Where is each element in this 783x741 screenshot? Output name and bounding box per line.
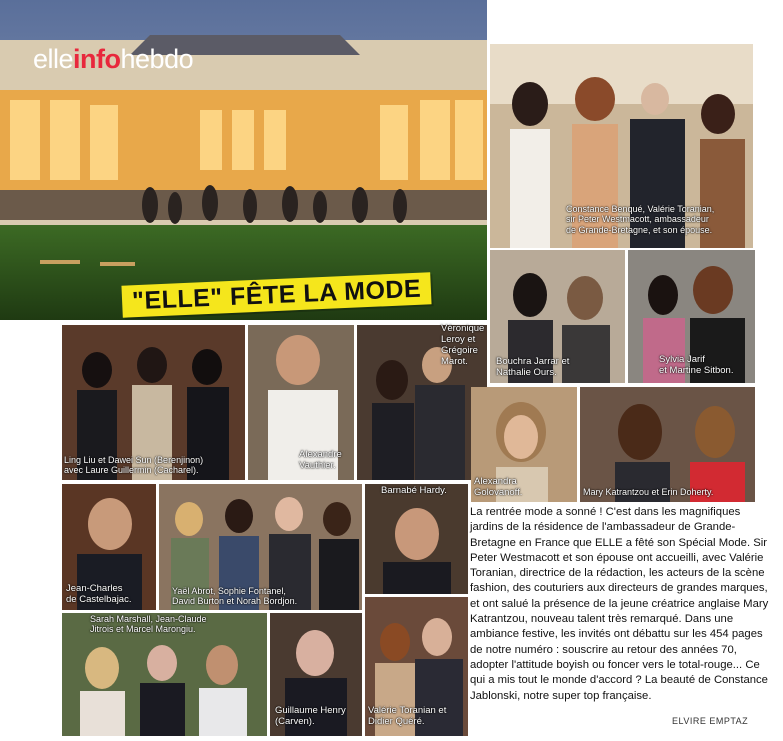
- caption-barnabe: Barnabé Hardy.: [381, 485, 447, 496]
- caption-jean-charles: Jean-Charles de Castelbajac.: [66, 583, 132, 605]
- caption-sarah: Sarah Marshall, Jean-Claude Jitrois et Marcel Marongiu.: [90, 614, 207, 635]
- caption-alexandre: Alexandre Vauthier.: [299, 449, 342, 471]
- masthead-info: info: [73, 44, 121, 74]
- caption-bouchra: Bouchra Jarrar et Nathalie Ours.: [496, 356, 570, 378]
- photo-barnabe-hardy: [365, 484, 468, 594]
- caption-top-right: Constance Benqué, Valérie Toranian, sir Peter Westmacott, ambassadeur de Grande-Bretagne, et son épouse.: [566, 204, 715, 235]
- article-body: La rentrée mode a sonné ! C'est dans les magnifiques jardins de la résidence de l'ambassadeur de Grande-Bretagne en France que ELLE a fêté son Spécial Mode. Sir Peter Westmacott et son épouse ont accueilli, avec Valérie Toranian, directrice de la rédaction, les acteurs de la scène fashion, des couturiers aux directeurs de grandes marques, et ont salué la présence de la jeune créatrice anglaise Mary Katrantzou, nouveau talent très remarqué. Dans une ambiance festive, les invités ont débattu sur les 454 pages de notre numéro : souscrire au retour des années 70, adopter l'attitude boyish ou foncer vers le total-rouge... Ce qui a mis tout le monde d'accord ? La beauté de Constance Jablonski, notre super top française.: [470, 506, 769, 702]
- headline: "ELLE" FÊTE LA MODE: [121, 272, 431, 317]
- caption-guillaume: Guillaume Henry (Carven).: [275, 705, 346, 727]
- photo-mary-erin: [580, 387, 755, 502]
- caption-veronique: Véronique Leroy et Grégoire Marot.: [441, 323, 485, 367]
- byline: ELVIRE EMPTAZ: [672, 716, 749, 726]
- caption-alexandra: Alexandra Golovanoff.: [474, 476, 523, 498]
- masthead-elle: elle: [33, 44, 74, 74]
- caption-sylvia: Sylvia Jarif et Martine Sitbon.: [659, 354, 734, 376]
- caption-mary: Mary Katrantzou et Erin Doherty.: [583, 487, 714, 497]
- masthead-logo: [33, 44, 193, 75]
- caption-ling: Ling Liu et Dawei Sun (Berenjinon) avec Laure Guillermin (Cacharel).: [64, 455, 204, 476]
- caption-yael: Yaël Abrot, Sophie Fontanel, David Burton et Norah Bordjon.: [172, 586, 298, 607]
- caption-valerie-didier: Valérie Toranian et Didier Quéré.: [368, 705, 447, 727]
- masthead-hebdo: hebdo: [120, 44, 194, 74]
